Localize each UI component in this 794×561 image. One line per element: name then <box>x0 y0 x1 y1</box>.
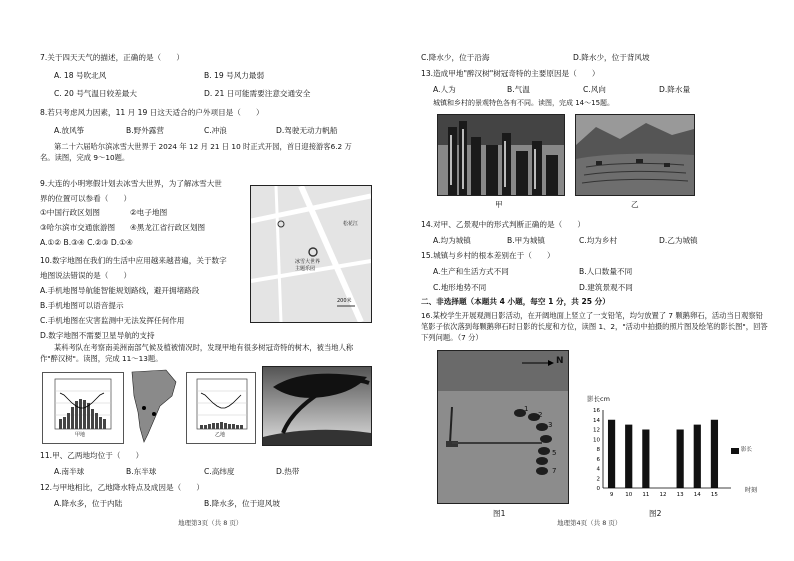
intro-9-10: 第二十六届哈尔滨冰雪大世界于 2024 年 12 月 21 日 10 时正式开园，首日迎接游客6.2 万名。读图，完成 9～10题。 <box>40 142 352 162</box>
chart-ytick-label: 14 <box>593 417 600 424</box>
chart-xtick-label: 9 <box>609 492 614 498</box>
chart-ytick-label: 4 <box>596 466 600 473</box>
q9-stem-line2: 界的位置可以参看（ ） <box>40 194 132 203</box>
left-footer: 地理第3页（共 8 页） <box>178 519 243 527</box>
q16-stem: 16.某校学生开展观测日影活动，在开阔地面上竖立了一支铅笔，均匀放置了 7 颗鹅卵石，活动当日观察铅笔影子依次落到每颗鹅卵石时日影的长度和方位，读图 1、2，"活动中拍摄的照片图及绘笔的影长图"，回答下列问题。（7 分） <box>421 311 768 342</box>
q10-option-c: C.手机地图在灾害监测中无法发挥任何作用 <box>40 316 185 325</box>
chart-bar-10 <box>625 425 632 488</box>
north-arrow-label: N <box>556 356 564 366</box>
photo-label-yi: 乙 <box>631 200 639 209</box>
chart-ytick-label: 8 <box>596 447 600 453</box>
chart-ytick-label: 6 <box>596 456 600 463</box>
q15-option-d: D.建筑景观不同 <box>579 283 633 292</box>
south-america-graphic <box>126 368 178 444</box>
figure-1-caption: 图1 <box>493 509 506 518</box>
q13-option-c: C.风向 <box>583 85 606 94</box>
map-label-theme-park: 主题乐园 <box>295 266 316 272</box>
q9-options: A.①② B.③④ C.②③ D.①④ <box>40 238 133 247</box>
q9-item-1: ①中国行政区划图 <box>40 208 100 217</box>
svg-text:5: 5 <box>552 449 557 457</box>
q10-stem-line2: 地图说法错误的是（ ） <box>40 271 132 280</box>
q9-item-2: ②电子地图 <box>130 208 168 217</box>
map-label-ice-world: 冰雪大世界 <box>295 259 321 265</box>
chart-bar-14 <box>694 425 701 488</box>
chart-bar-15 <box>711 420 718 488</box>
q12-option-b: B.降水多，位于迎风坡 <box>204 499 280 508</box>
section-2-heading: 二、非选择题（本题共 4 小题，每空 1 分，共 25 分） <box>421 297 610 306</box>
q12-option-a: A.降水多，位于内陆 <box>54 499 123 508</box>
map-scale: 200米 <box>337 298 352 304</box>
q15-option-c: C.地形地势不同 <box>433 283 487 292</box>
q9-item-4: ④黑龙江省行政区划图 <box>130 223 206 232</box>
chart-xtick-label: 12 <box>659 492 667 498</box>
city-photo <box>437 114 565 196</box>
climate-chart-jia-label: 甲地 <box>75 432 86 438</box>
q11-option-b: B.东半球 <box>126 467 157 476</box>
chart-ytick-label: 10 <box>593 437 600 444</box>
figure-2-caption: 图2 <box>649 509 662 518</box>
q8-option-c: C.冲浪 <box>204 126 227 135</box>
q11-option-a: A.南半球 <box>54 467 85 476</box>
chart-xtick-label: 10 <box>625 492 633 498</box>
intro-11-13: 某科考队在考察南美洲南部气候及植被情况时，发现甲地有很多树冠奇特的树木，被当地人称作"醉汉树"。读图，完成 11～13题。 <box>40 343 354 363</box>
photo-label-jia: 甲 <box>495 200 503 209</box>
q13-option-b: B.气温 <box>507 85 530 94</box>
map-label-river: 松花江 <box>343 221 359 227</box>
q11-stem: 11.甲、乙两地均位于（ ） <box>40 451 144 460</box>
q9-stem-line1: 9.大连的小明寒假计划去冰雪大世界，为了解冰雪大世 <box>40 179 222 188</box>
shadow-length-chart <box>583 396 767 506</box>
drunk-tree-graphic <box>263 367 371 445</box>
q13-stem: 13.造成甲地"醉汉树"树冠奇特的主要原因是（ ） <box>421 69 600 78</box>
svg-text:2: 2 <box>538 411 543 419</box>
shadow-length-chart-svg <box>583 396 767 506</box>
chart-xlabel: 时刻 <box>745 487 758 494</box>
q7-stem: 7.关于四天天气的描述，正确的是（ ） <box>40 53 184 62</box>
climate-chart-jia <box>42 372 124 444</box>
chart-ytick-label: 12 <box>593 427 600 434</box>
q8-option-d: D.驾驶无动力帆船 <box>276 126 338 135</box>
q11-option-d: D.热带 <box>276 467 300 476</box>
q11-option-c: C.高纬度 <box>204 467 235 476</box>
q8-option-a: A.放风筝 <box>54 126 85 135</box>
svg-text:7: 7 <box>552 467 557 475</box>
q8-option-b: B.野外露营 <box>126 126 164 135</box>
q7-option-b: B. 19 号风力最弱 <box>204 71 265 80</box>
chart-legend-swatch <box>731 448 739 454</box>
q8-stem: 8.若只考虑风力因素，11 月 19 日这天适合的户外项目是（ ） <box>40 108 264 117</box>
q15-option-a: A.生产和生活方式不同 <box>433 267 509 276</box>
village-photo <box>575 114 695 196</box>
svg-text:1: 1 <box>524 405 529 413</box>
chart-bar-13 <box>677 430 684 489</box>
climate-chart-yi <box>186 372 256 444</box>
q10-option-b: B.手机地图可以语音提示 <box>40 301 124 310</box>
chart-ytick-label: 2 <box>596 476 600 483</box>
shadow-photo <box>437 350 569 504</box>
right-page <box>397 0 794 561</box>
chart-xtick-label: 13 <box>676 492 684 498</box>
q10-option-a: A.手机地图导航能智能规划路线，避开拥堵路段 <box>40 286 200 295</box>
chart-legend-label: 影长 <box>741 447 753 453</box>
chart-bar-9 <box>608 420 615 488</box>
q7-option-a: A. 18 号吹北风 <box>54 71 107 80</box>
q10-option-d: D.数字地图不需要卫星导航的支持 <box>40 331 155 340</box>
q9-item-3: ③哈尔滨市交通旅游图 <box>40 223 116 232</box>
q12-stem: 12.与甲地相比，乙地降水特点及成因是（ ） <box>40 483 204 492</box>
right-footer: 地理第4页（共 8 页） <box>557 519 622 527</box>
chart-ytick-label: 16 <box>593 408 600 414</box>
q13-option-a: A.人为 <box>433 85 456 94</box>
chart-ylabel: 影长cm <box>587 395 610 403</box>
q13-option-d: D.降水量 <box>659 85 691 94</box>
q12-option-c: C.降水少，位于沿海 <box>421 53 490 62</box>
q14-option-a: A.均为城镇 <box>433 236 471 245</box>
chart-xtick-label: 11 <box>642 492 650 498</box>
map-graphic <box>251 186 371 322</box>
harbin-map <box>250 185 372 323</box>
village-photo-graphic <box>576 115 694 195</box>
q15-option-b: B.人口数量不同 <box>579 267 633 276</box>
q12-option-d: D.降水少，位于背风坡 <box>573 53 650 62</box>
city-photo-graphic <box>438 115 564 195</box>
drunk-tree-photo <box>262 366 372 446</box>
q14-option-b: B.甲为城镇 <box>507 236 545 245</box>
south-america-map <box>126 368 178 444</box>
q10-stem-line1: 10.数字地图在我们的生活中应用越来越普遍，关于数字 <box>40 256 227 265</box>
q14-stem: 14.对甲、乙景观中的形式判断正确的是（ ） <box>421 220 585 229</box>
chart-xtick-label: 14 <box>693 492 701 498</box>
intro-14-15: 城镇和乡村的景观特色各有不同。读图，完成 14～15题。 <box>433 99 615 107</box>
q7-option-c: C. 20 号气温日较差最大 <box>54 89 137 98</box>
svg-text:3: 3 <box>548 421 553 429</box>
chart-xtick-label: 15 <box>710 492 718 498</box>
q15-stem: 15.城镇与乡村的根本差别在于（ ） <box>421 251 555 260</box>
shadow-photo-graphic <box>438 351 568 503</box>
chart-bar-11 <box>642 430 649 489</box>
q7-option-d: D. 21 日可能需要注意交通安全 <box>204 89 311 98</box>
q14-option-d: D.乙为城镇 <box>659 236 698 245</box>
climate-chart-yi-label: 乙地 <box>215 432 226 438</box>
q14-option-c: C.均为乡村 <box>579 236 618 245</box>
chart-ytick-label: 0 <box>596 486 600 492</box>
